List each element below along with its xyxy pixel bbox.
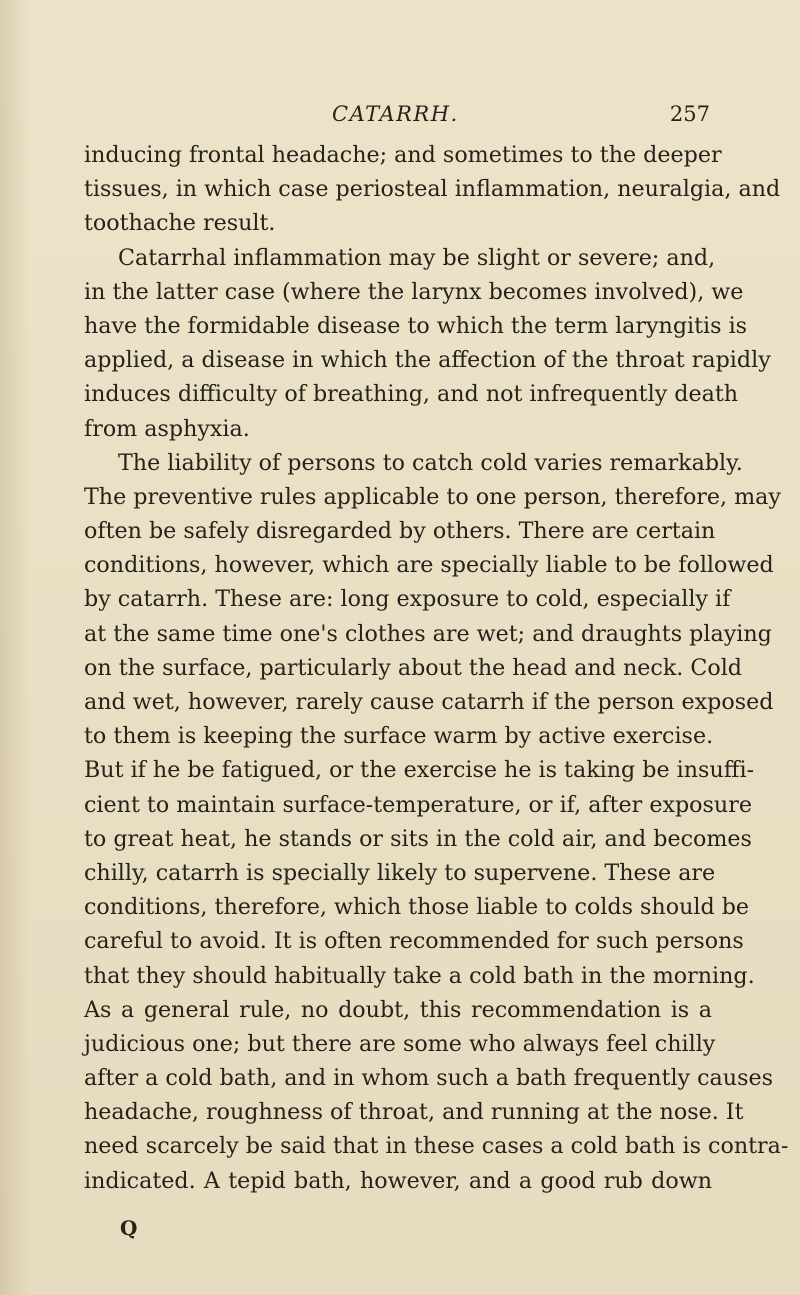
running-head-title: CATARRH. bbox=[332, 102, 459, 126]
text-line: from asphyxia. bbox=[84, 415, 250, 442]
text-line: after a cold bath, and in whom such a bath frequently causes bbox=[84, 1065, 773, 1092]
text-line: on the surface, particularly about the head and neck. Cold bbox=[84, 654, 742, 681]
text-line: have the formidable disease to which the term laryngitis is bbox=[84, 312, 748, 339]
text-line: indicated. A tepid bath, however, and a good rub down bbox=[84, 1167, 712, 1194]
text-line: tissues, in which case periosteal inflammation, neuralgia, and bbox=[84, 176, 781, 203]
text-line: chilly, catarrh is specially likely to supervene. These are bbox=[84, 859, 716, 886]
text-line: need scarcely be said that in these cases a cold bath is contra- bbox=[84, 1133, 789, 1160]
text-line: cient to maintain surface-temperature, or if, after exposure bbox=[84, 791, 752, 818]
text-line: often be safely disregarded by others. There are certain bbox=[84, 518, 716, 545]
text-line: and wet, however, rarely cause catarrh if the person exposed bbox=[84, 689, 774, 715]
text-line: judicious one; but there are some who always feel chilly bbox=[84, 1030, 716, 1057]
text-line: to great heat, he stands or sits in the cold air, and becomes bbox=[84, 825, 752, 852]
text-line: As a general rule, no doubt, this recommendation is a bbox=[84, 996, 712, 1023]
page-gutter-shadow bbox=[0, 0, 30, 1295]
text-line: toothache result. bbox=[84, 210, 276, 237]
text-line: The preventive rules applicable to one person, therefore, may bbox=[84, 483, 781, 510]
signature-mark: Q bbox=[120, 1216, 138, 1240]
page-number: 257 bbox=[669, 102, 710, 126]
text-line: The liability of persons to catch cold varies remarkably. bbox=[118, 449, 743, 476]
text-line: induces difficulty of breathing, and not infrequently death bbox=[84, 381, 739, 408]
body-text bbox=[84, 138, 789, 1198]
text-line: in the latter case (where the larynx becomes involved), we bbox=[84, 278, 744, 305]
text-line: conditions, therefore, which those liable to colds should be bbox=[84, 894, 750, 921]
text-line: But if he be fatigued, or the exercise he is taking be insuffi- bbox=[84, 757, 755, 784]
text-line: that they should habitually take a cold bath in the morning. bbox=[84, 962, 755, 989]
text-line: headache, roughness of throat, and running at the nose. It bbox=[84, 1099, 744, 1126]
text-line: at the same time one's clothes are wet; and draughts playing bbox=[84, 620, 772, 647]
text-line: by catarrh. These are: long exposure to cold, especially if bbox=[84, 586, 731, 613]
text-line: inducing frontal headache; and sometimes to the deeper bbox=[84, 142, 722, 168]
text-line: careful to avoid. It is often recommended for such persons bbox=[84, 928, 744, 955]
text-line: applied, a disease in which the affection of the throat rapidly bbox=[84, 347, 771, 374]
running-head bbox=[92, 102, 710, 132]
text-line: Catarrhal inflammation may be slight or severe; and, bbox=[118, 244, 716, 271]
text-line: to them is keeping the surface warm by active exercise. bbox=[84, 723, 714, 750]
text-line: conditions, however, which are specially liable to be followed bbox=[84, 552, 774, 579]
